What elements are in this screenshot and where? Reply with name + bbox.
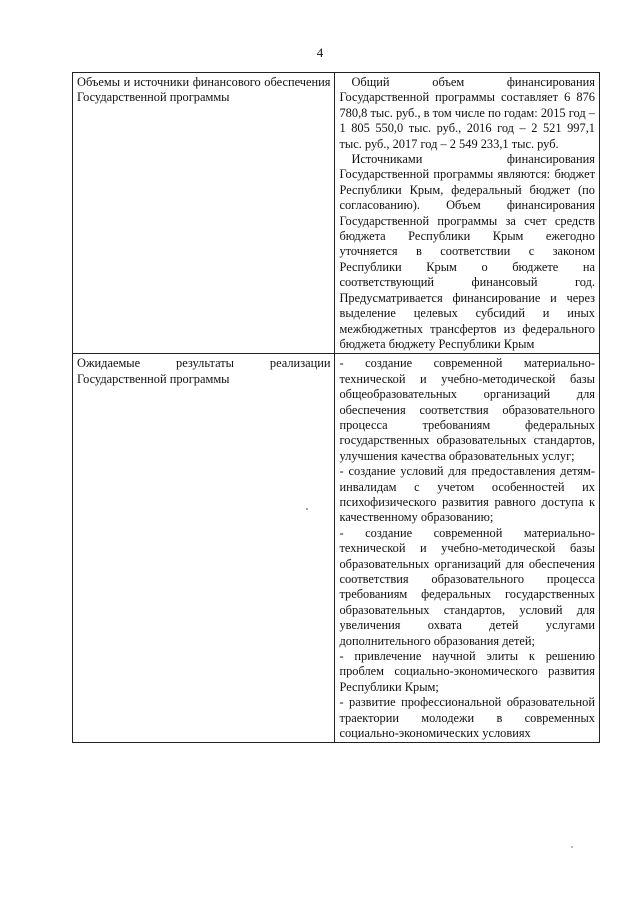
list-item: - создание современной материально-технической и учебно-методической базы образовательных организаций для обеспечения соответствия образовательного процесса требованиям федеральных государственных образовательных стандартов, условий для увеличения охвата детей услугами дополнительного образования детей; [339,525,595,648]
scan-speck [571,846,573,848]
row-content-cell [335,354,600,743]
row-content-cell [335,73,600,354]
row-label-cell [73,73,335,354]
table-row [73,73,600,354]
row-label: Объемы и источники финансового обеспечения Государственной программы [77,75,331,105]
list-item: - создание условий для предоставления детям-инвалидам с учетом особенностей их психофизического развития равного доступа к качественному образованию; [339,464,595,525]
program-passport-table [72,72,600,743]
row-label: Ожидаемые результаты реализации Государственной программы [77,356,331,386]
list-item: - привлечение научной элиты к решению проблем социально-экономического развития Республики Крым; [339,649,595,694]
page-number: 4 [316,45,324,60]
funding-sources-paragraph: Источниками финансирования Государственной программы являются: бюджет Республики Крым, федеральный бюджет (по согласованию). Объем финансирования Государственной программы за счет средств бюджета Республики Крым ежегодно уточняется в соответствии с законом Республики Крым о бюджете на соответствующий финансовый год. Предусматривается финансирование и через выделение целевых субсидий и иных межбюджетных трансфертов из федерального бюджета бюджету Республики Крым [339,152,595,351]
funding-total-paragraph: Общий объем финансирования Государственной программы составляет 6 876 780,8 тыс. руб., в том числе по годам: 2015 год – 1 805 550,0 тыс. руб., 2016 год – 2 521 997,1 тыс. руб., 2017 год – 2 549 233,1 тыс. руб. [339,75,595,151]
table-row [73,354,600,743]
scan-speck [306,508,308,510]
list-item: - развитие профессиональной образовательной траектории молодежи в современных социально-экономических условиях [339,695,595,741]
row-label-cell [73,354,335,743]
list-item: - создание современной материально-технической и учебно-методической базы общеобразовательных организаций для обеспечения соответствия образовательного процесса требованиям федеральных государственных образовательных стандартов, улучшения качества образовательных услуг; [339,356,595,463]
